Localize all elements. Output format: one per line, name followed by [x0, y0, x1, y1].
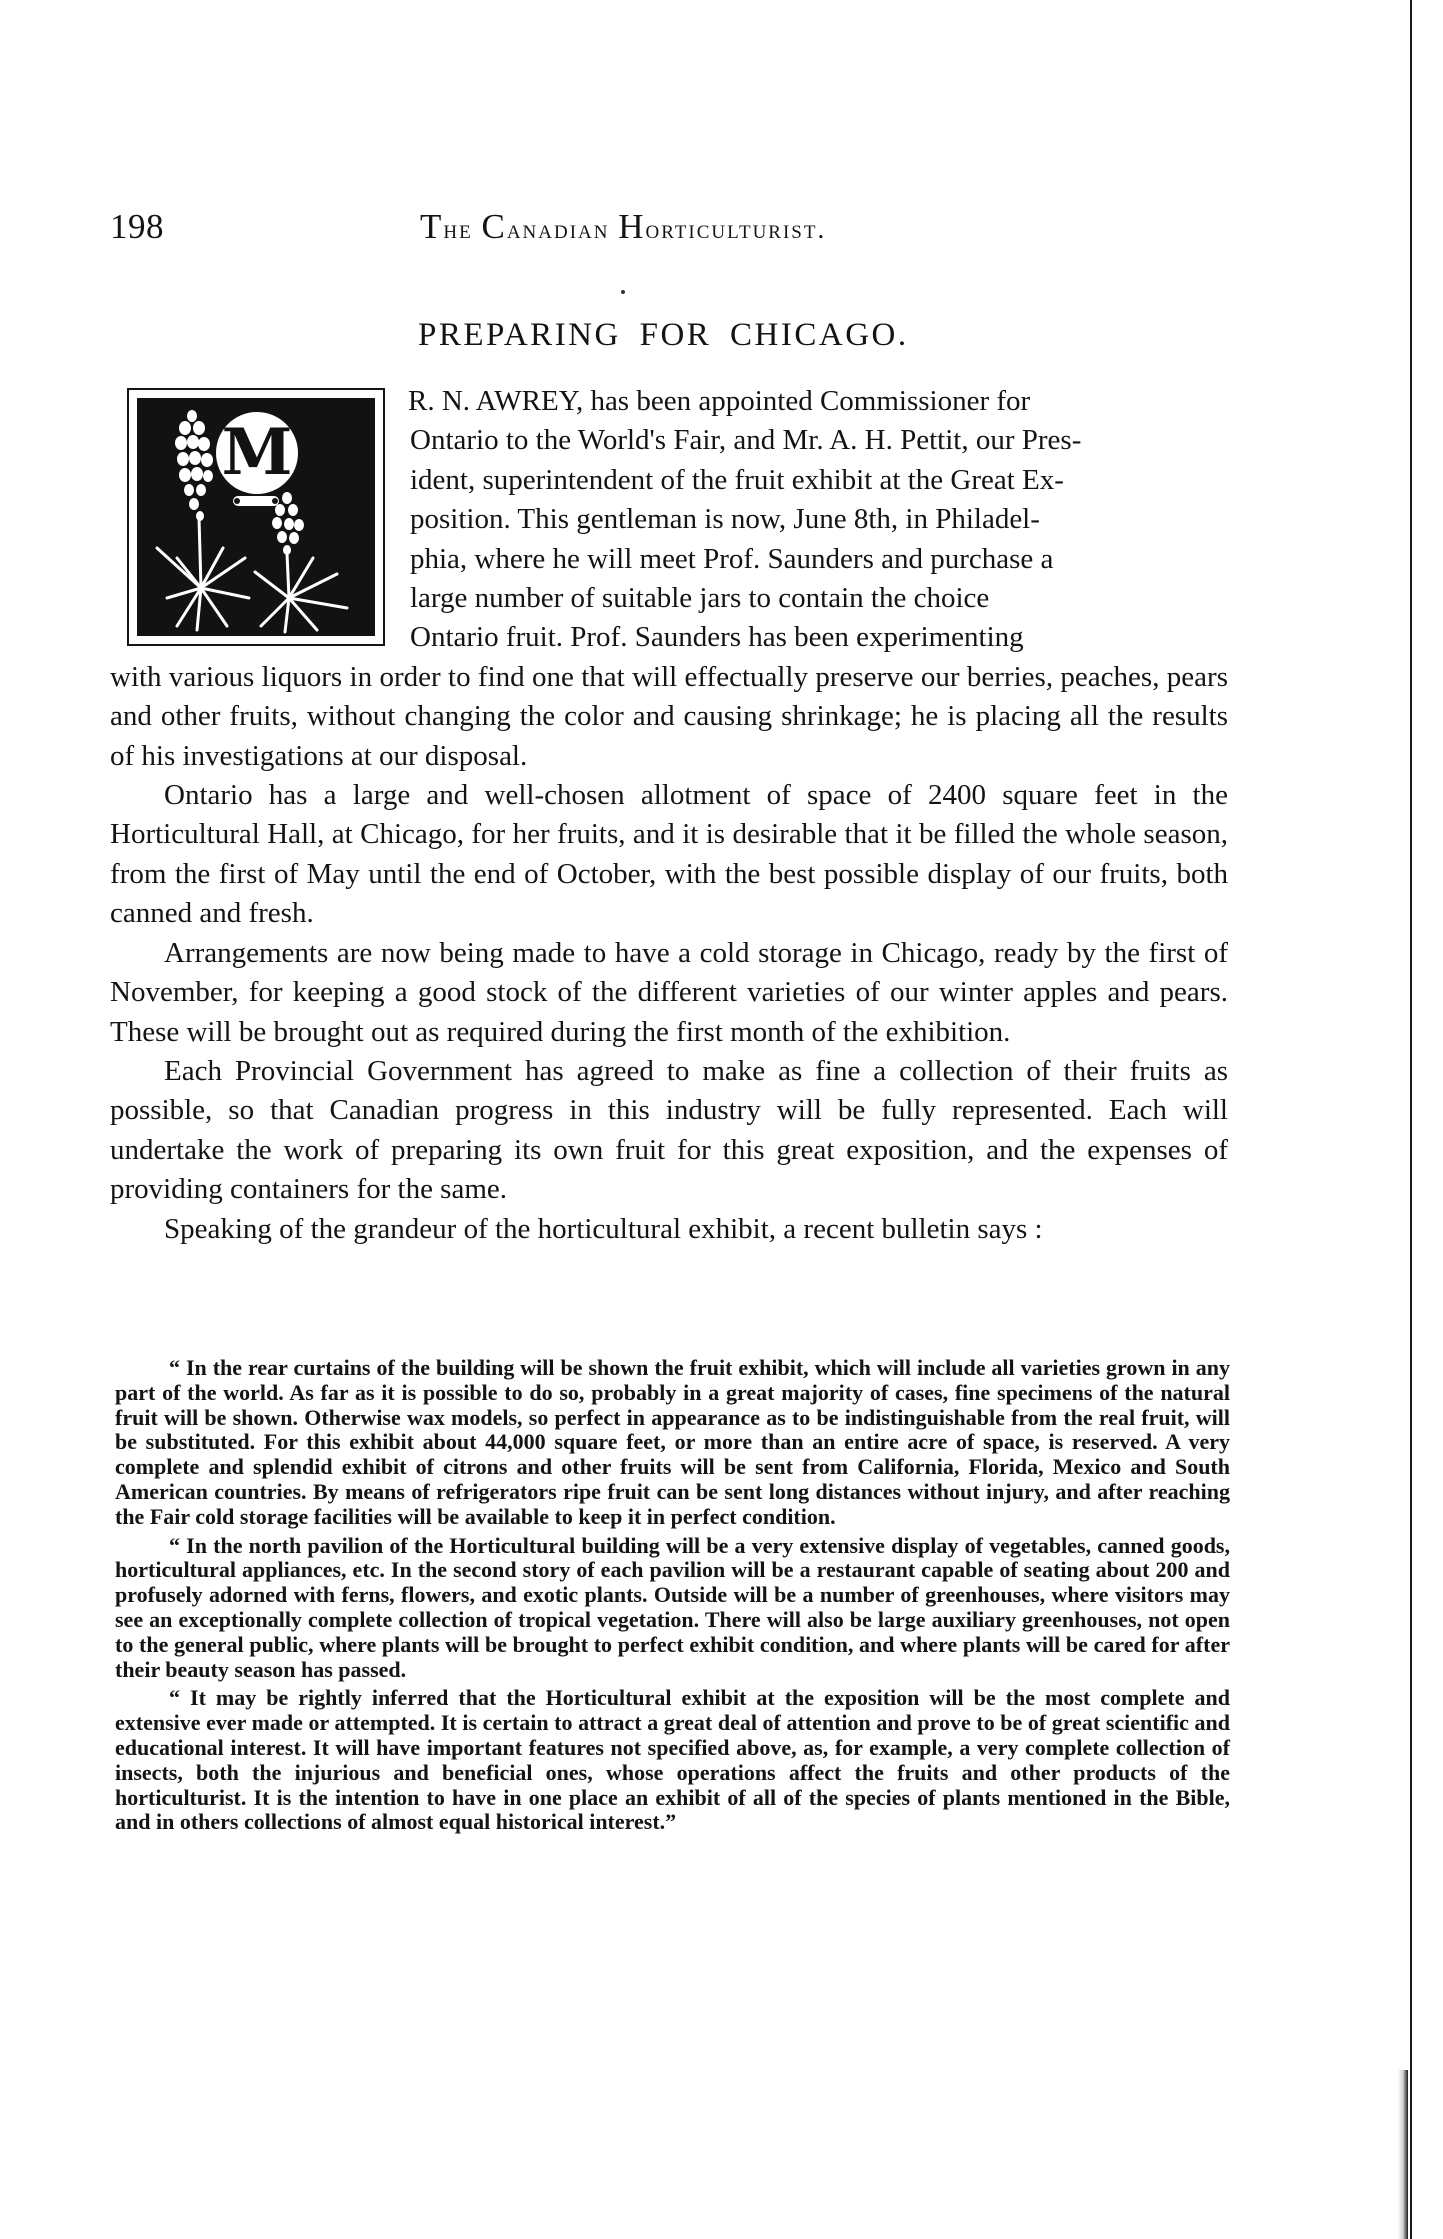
lead-line: R. N. AWREY, has been appointed Commissioner for [408, 385, 1031, 417]
running-head-hort-cap: H [618, 207, 646, 246]
lead-line: ident, superintendent of the fruit exhibit at the Great Ex- [410, 463, 1064, 496]
lead-line: phia, where he will meet Prof. Saunders and purchase a [410, 542, 1054, 575]
lead-line: large number of suitable jars to contain the choice [410, 582, 990, 615]
quote-paragraph: “ In the north pavilion of the Horticultural building will be a very extensive display of vegetables, canned goods, horticultural appliances, etc. In the second story of each pavilion will be a restaurant capable of seating about 200 and profusely adorned with ferns, flowers, and exotic plants. Outside will be a number of greenhouses, where visitors may see an exceptionally complete collection of tropical vegetation. There will also be large auxiliary greenhouses, not open to the general public, where plants will be brought to perfect exhibit condition, and where plants will be cared for after their beauty season has passed. [115, 1532, 1230, 1682]
running-head-the-cap: T [420, 207, 444, 246]
initial-letter: M [216, 412, 298, 494]
bulletin-quote [115, 1356, 1230, 1839]
lead-paragraph-continuation: with various liquors in order to find one that will effectually preserve our berries, peaches, pears and other fruits, without changing the color and causing shrinkage; he is placing all the results of his investigations at our disposal. [110, 660, 1228, 772]
article-body [110, 382, 1228, 1249]
article-title: PREPARING FOR CHICAGO. [418, 317, 909, 353]
body-paragraph: Ontario has a large and well-chosen allotment of space of 2400 square feet in the Horticultural Hall, at Chicago, for her fruits, and it is desirable that it be filled the whole season, from the first of May until the end of October, with the best possible display of our fruits, both canned and fresh. [110, 779, 1228, 930]
scan-edge-fold [1398, 2070, 1408, 2239]
quote-paragraph: “ It may be rightly inferred that the Horticultural exhibit at the exposition will be the most complete and extensive ever made or attempted. It is certain to attract a great deal of attention and prove to be of great scientific and educational interest. It will have important features not specified above, as, for example, a very complete collection of insects, both the injurious and beneficial ones, whose operations affect the fruits and other products of the horticulturist. It is the intention to have in one place an exhibit of all of the species of plants mentioned in the Bible, and in others collections of almost equal historical interest.” [115, 1685, 1230, 1835]
quote-paragraph: “ In the rear curtains of the building will be shown the fruit exhibit, which will include all varieties grown in any part of the world. As far as it is possible to do so, probably in a great majority of cases, fine specimens of the natural fruit will be shown. Otherwise wax models, so perfect in appearance as to be indistinguishable from the real fruit, will be substituted. For this exhibit about 44,000 square feet, or more than an entire acre of space, is reserved. A very complete and splendid exhibit of citrons and other fruits will be sent from California, Florida, Mexico and South American countries. By means of refrigerators ripe fruit can be sent long distances without injury, and after reaching the Fair cold storage facilities will be available to keep it in perfect condition. [115, 1355, 1230, 1529]
body-paragraph: Speaking of the grandeur of the horticultural exhibit, a recent bulletin says : [164, 1212, 1043, 1245]
running-head-the-rest: he [443, 214, 473, 244]
body-paragraph: Arrangements are now being made to have a cold storage in Chicago, ready by the first of November, for keeping a good stock of the different varieties of our winter apples and pears. These will be brought out as required during the first month of the exhibition. [110, 936, 1228, 1048]
running-head [420, 207, 826, 247]
lead-line: position. This gentleman is now, June 8th, in Philadel- [410, 503, 1040, 536]
printing-dot [621, 290, 625, 294]
lead-line: Ontario to the World's Fair, and Mr. A. H. Pettit, our Pres- [410, 424, 1082, 457]
page-number: 198 [110, 207, 164, 246]
body-paragraph: Each Provincial Government has agreed to make as fine a collection of their fruits as possible, so that Canadian progress in this industry will be fully represented. Each will undertake the work of preparing its own fruit for this great exposition, and the expenses of providing containers for the same. [110, 1054, 1228, 1206]
scan-edge-line [1410, 0, 1412, 2239]
lead-line: Ontario fruit. Prof. Saunders has been experimenting [410, 621, 1024, 654]
running-head-canadian-rest: anadian [506, 214, 610, 244]
running-head-hort-rest: orticulturist. [645, 214, 827, 244]
running-head-canadian-cap: C [481, 207, 507, 246]
